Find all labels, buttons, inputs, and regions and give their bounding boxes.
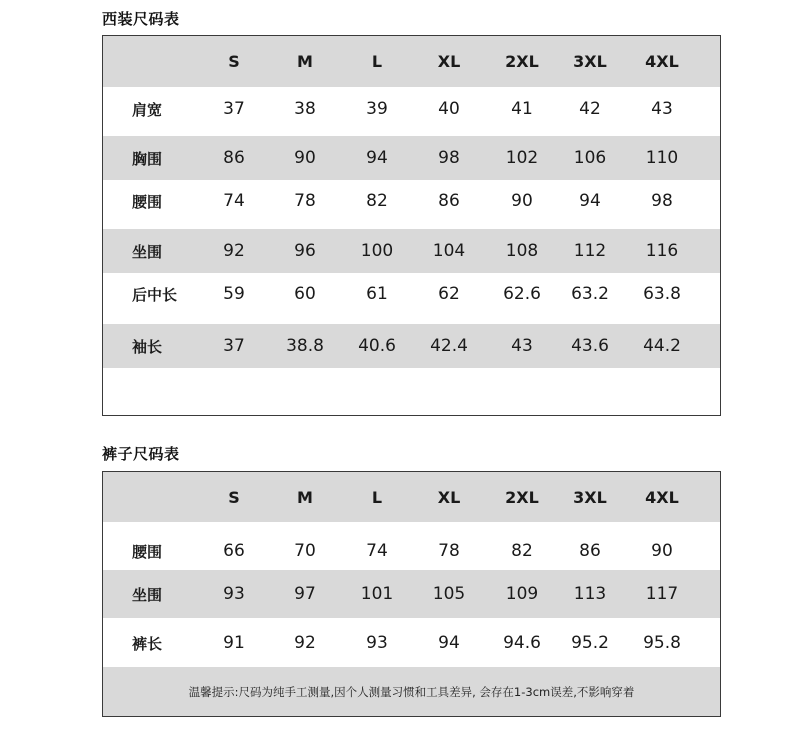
pants-size-table bbox=[102, 471, 721, 717]
measurement-value: 90 bbox=[651, 541, 673, 561]
measurement-value: 40.6 bbox=[358, 336, 396, 356]
table-row bbox=[103, 324, 720, 368]
measurement-value: 37 bbox=[223, 336, 245, 356]
table-row bbox=[103, 619, 720, 667]
header-row bbox=[103, 472, 720, 522]
measurement-value: 101 bbox=[360, 584, 394, 604]
measurement-value: 62.6 bbox=[503, 284, 541, 304]
measurement-value: 98 bbox=[438, 148, 460, 168]
size-header-xl: XL bbox=[437, 52, 461, 71]
suit-size-table bbox=[102, 35, 721, 416]
measurement-value: 95.8 bbox=[643, 633, 681, 653]
measurement-value: 94.6 bbox=[503, 633, 541, 653]
measurement-value: 38 bbox=[294, 99, 316, 119]
table-row bbox=[103, 179, 720, 223]
measurement-value: 44.2 bbox=[643, 336, 681, 356]
table-row bbox=[103, 229, 720, 273]
measurement-value: 82 bbox=[366, 191, 388, 211]
measurement-label: 裤长 bbox=[132, 634, 163, 653]
table-row bbox=[103, 527, 720, 575]
measurement-value: 38.8 bbox=[286, 336, 324, 356]
size-header-2xl: 2XL bbox=[505, 487, 539, 507]
measurement-value: 109 bbox=[505, 584, 539, 604]
measurement-value: 37 bbox=[223, 99, 245, 119]
measurement-value: 43.6 bbox=[571, 336, 609, 356]
measurement-value: 96 bbox=[294, 241, 316, 261]
measurement-value: 102 bbox=[505, 148, 539, 168]
measurement-label: 袖长 bbox=[132, 337, 163, 356]
header-row bbox=[103, 36, 720, 87]
measurement-value: 74 bbox=[366, 541, 388, 561]
measurement-label: 胸围 bbox=[132, 149, 163, 168]
measurement-value: 43 bbox=[651, 99, 673, 119]
measurement-value: 39 bbox=[366, 99, 388, 119]
measurement-value: 74 bbox=[223, 191, 245, 211]
measurement-value: 112 bbox=[573, 241, 607, 261]
measurement-value: 42 bbox=[579, 99, 601, 119]
measurement-value: 93 bbox=[223, 584, 245, 604]
measurement-value: 90 bbox=[511, 191, 533, 211]
measurement-value: 97 bbox=[294, 584, 316, 604]
size-header-3xl: 3XL bbox=[573, 52, 607, 71]
measurement-value: 94 bbox=[366, 148, 388, 168]
measurement-value: 92 bbox=[294, 633, 316, 653]
measurement-label: 腰围 bbox=[132, 192, 163, 211]
measurement-value: 40 bbox=[438, 99, 460, 119]
measurement-note: 温馨提示:尺码为纯手工测量,因个人测量习惯和工具差异, 会存在1-3cm误差,不影响穿着 bbox=[103, 667, 720, 716]
measurement-value: 66 bbox=[223, 541, 245, 561]
measurement-value: 117 bbox=[645, 584, 679, 604]
suit-size-chart-title: 西装尺码表 bbox=[102, 10, 180, 28]
measurement-value: 59 bbox=[223, 284, 245, 304]
size-header-m: M bbox=[297, 487, 313, 507]
measurement-value: 61 bbox=[366, 284, 388, 304]
measurement-value: 116 bbox=[645, 241, 679, 261]
measurement-value: 94 bbox=[579, 191, 601, 211]
measurement-label: 肩宽 bbox=[132, 100, 163, 119]
measurement-value: 62 bbox=[438, 284, 460, 304]
size-header-s: S bbox=[228, 487, 240, 507]
measurement-value: 43 bbox=[511, 336, 533, 356]
table-row bbox=[103, 136, 720, 180]
measurement-value: 42.4 bbox=[430, 336, 468, 356]
table-row bbox=[103, 570, 720, 618]
measurement-value: 91 bbox=[223, 633, 245, 653]
measurement-value: 41 bbox=[511, 99, 533, 119]
measurement-value: 110 bbox=[645, 148, 679, 168]
size-header-3xl: 3XL bbox=[573, 487, 607, 507]
measurement-value: 82 bbox=[511, 541, 533, 561]
size-header-l: L bbox=[371, 487, 383, 507]
size-header-s: S bbox=[228, 52, 240, 71]
size-header-2xl: 2XL bbox=[505, 52, 539, 71]
size-header-m: M bbox=[297, 52, 313, 71]
measurement-value: 70 bbox=[294, 541, 316, 561]
measurement-value: 106 bbox=[573, 148, 607, 168]
size-header-4xl: 4XL bbox=[645, 52, 679, 71]
measurement-value: 78 bbox=[294, 191, 316, 211]
measurement-value: 113 bbox=[573, 584, 607, 604]
measurement-value: 86 bbox=[223, 148, 245, 168]
measurement-label: 后中长 bbox=[132, 285, 178, 304]
measurement-label: 坐围 bbox=[132, 242, 163, 261]
measurement-value: 105 bbox=[432, 584, 466, 604]
measurement-label: 腰围 bbox=[132, 542, 163, 561]
size-header-l: L bbox=[371, 52, 383, 71]
measurement-value: 100 bbox=[360, 241, 394, 261]
table-row bbox=[103, 87, 720, 131]
measurement-value: 63.8 bbox=[643, 284, 681, 304]
measurement-value: 94 bbox=[438, 633, 460, 653]
size-header-4xl: 4XL bbox=[645, 487, 679, 507]
measurement-value: 90 bbox=[294, 148, 316, 168]
measurement-value: 78 bbox=[438, 541, 460, 561]
measurement-value: 93 bbox=[366, 633, 388, 653]
measurement-value: 60 bbox=[294, 284, 316, 304]
measurement-value: 86 bbox=[579, 541, 601, 561]
measurement-value: 108 bbox=[505, 241, 539, 261]
measurement-value: 98 bbox=[651, 191, 673, 211]
measurement-value: 104 bbox=[432, 241, 466, 261]
measurement-label: 坐围 bbox=[132, 585, 163, 604]
measurement-value: 95.2 bbox=[571, 633, 609, 653]
pants-size-chart-title: 裤子尺码表 bbox=[102, 445, 180, 463]
measurement-value: 86 bbox=[438, 191, 460, 211]
table-row bbox=[103, 272, 720, 316]
measurement-value: 92 bbox=[223, 241, 245, 261]
measurement-value: 63.2 bbox=[571, 284, 609, 304]
size-header-xl: XL bbox=[437, 487, 461, 507]
